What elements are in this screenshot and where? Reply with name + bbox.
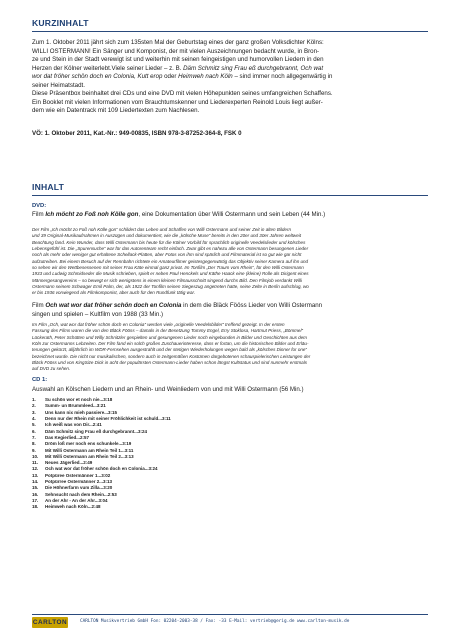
dvd-film-1-description-line: aufzutreiben. Bei einem Besuch auf der Rennbahn richtete ein Amateurfilmer geistesgegenwärtig das Objektiv seiner Kamera auf ihn und xyxy=(32,258,309,264)
dvd-film-1-description-line: Lebensgefühl ist. Die „Spurensuche“ war für das Autorenteam recht einfach. Zwar gibt es nahezu alle von Ostermann besungenen Lieder xyxy=(32,246,309,252)
track-title: Su schön wor et noch nie...3:18 xyxy=(45,397,113,402)
track-title: Och wat wor dat fröher schön doch en Colonia...3:24 xyxy=(45,466,158,472)
track-number: 11. xyxy=(32,460,39,466)
kurzinhalt-line-5 xyxy=(32,73,428,82)
track-title: Summ- un Brummleed...3:21 xyxy=(45,403,106,409)
dvd-film-1-description-line: 1933 und Ludwig Schmidseder die Musik schrieben, spielt er neben Paul Henckels und Käthe Haack eine (kleine) Rolle als Dirigent eines xyxy=(32,271,309,277)
track-number: 10. xyxy=(32,453,39,459)
dvd-film-2-title xyxy=(32,302,428,319)
dvd-label: DVD: xyxy=(32,203,47,209)
kurzinhalt-line-5-oder: oder xyxy=(162,73,179,81)
dvd-film-2-suffix: in dem die Bläck Fööss Lieder von Willi Ostermann xyxy=(181,302,323,309)
kurzinhalt-line-4 xyxy=(32,65,428,74)
dvd-film-2-description-line: Im Film „Och, wat wor dat fröher schön doch en Colonia“ werden viele „originelle Veedelsbilder“ treffend gezeigt. In der ersten xyxy=(32,322,285,327)
track-number: 2. xyxy=(32,403,36,409)
kurzinhalt-heading: KURZINHALT xyxy=(32,18,89,28)
dvd-film-2-description-line: Bläck Fööss und von KingSize Dick in acht der populärsten Ostermann-Lieder haben schon längst Kultstatus und sind nunmehr erstmals xyxy=(32,360,307,366)
track-title: Neues Jägerlied...2:49 xyxy=(45,460,93,466)
dvd-film-2-prefix: Film xyxy=(32,302,46,309)
track-title: Dröm loß mer noch ens schunkele...3:19 xyxy=(45,441,132,447)
cd1-label: CD 1: xyxy=(32,377,48,383)
dvd-film-1-description-line: Der Film „Ich möcht zo Foß noh Kölle gon“ schildert das Leben und Schaffen von Willi Ostermann und seiner Zeit in alten Bildern xyxy=(32,227,292,232)
dvd-film-2-name: Och wat wor dat fröher schön doch en Colonia xyxy=(45,302,182,309)
track-number: 6. xyxy=(32,428,36,434)
dvd-film-1-title xyxy=(32,211,428,220)
track-title: Die Höhnerfarm vum Zilla...3:20 xyxy=(45,485,113,491)
track-title: Heimweh nach Köln...2:48 xyxy=(45,504,101,510)
kurzinhalt-line-5-title-a: wor dat fröher schön doch en Colonia, Kutt erop xyxy=(32,73,163,81)
cd1-description: Auswahl an Kölschen Liedern und an Rhein- und Weinliedern von und mit Willi Ostermann (56 Min.) xyxy=(32,386,304,393)
track-number: 15. xyxy=(32,485,39,491)
track-number: 7. xyxy=(32,434,36,440)
dvd-film-2-description-line: Köln zur Ostermanns Lebzeiten. Der Film fand ein solch großes Zuschauerinteresse, dass er fortan, um die historischen Bilder und Erläu- xyxy=(32,341,309,347)
track-title: An der Ahr - An der Ahr...3:04 xyxy=(45,498,108,503)
track-number: 13. xyxy=(32,472,39,478)
dvd-film-1-prefix: Film xyxy=(32,211,46,218)
kurzinhalt-line-2: WILLI OSTERMANN! Ein Sänger und Komponist, der mit vielen Auszeichnungen bedacht wurde, in Bron- xyxy=(32,47,320,55)
kurzinhalt-line-3: ze und Stein in der Stadt verewigt ist und weiterhin mit seinen feingeistigen und humorvollen Liedern in den xyxy=(32,56,324,64)
dvd-film-1-description-line: er bis 1936 vorwiegend als Filmkomponist, aber auch für den Rundfunk tätig war. xyxy=(32,290,196,296)
kurzinhalt-line-5-rest: – sind immer noch allgegenwärtig in xyxy=(232,73,333,81)
kurzinhalt-line-4-titles: Däm Schmitz sing Frau eß durchgebrannt, Och wat xyxy=(183,64,324,72)
dvd-film-2-line-1 xyxy=(32,302,428,311)
carlton-logo-text: CARLTON xyxy=(32,619,68,626)
track-number: 14. xyxy=(32,479,39,485)
track-title: Ich weiß was von Dir...2:41 xyxy=(45,422,102,428)
track-title: Potpürree Ostermänner 2...3:13 xyxy=(45,479,113,485)
track-title: Sehnsucht nach dem Rhein...2:53 xyxy=(45,491,117,497)
track-number: 16. xyxy=(32,491,39,497)
track-title: Denn nur der Rhein mit seiner Fröhlichkeit ist schuld...3:11 xyxy=(45,415,171,421)
kurzinhalt-line-4-text: Herzen der Kölner weiterlebt.Viele seiner Lieder – z. B. xyxy=(32,64,184,72)
dvd-film-1-description xyxy=(32,227,428,297)
dvd-film-1-description-line: Männergesangvereins – so bewegt er sich wenigstens in einem kleinen Filmausschnitt singend durchs Bild. Den Filmjob verdankt Willi xyxy=(32,277,302,283)
dvd-film-2-description xyxy=(32,322,428,373)
carlton-logo xyxy=(32,617,68,628)
track-number: 4. xyxy=(32,415,36,421)
kurzinhalt-line-7: Diese Präsentbox beinhaltet drei CDs und eine DVD mit vielen Höhepunkten seines umfangreichen Schaffens. xyxy=(32,90,333,98)
kurzinhalt-paragraph xyxy=(32,39,428,116)
track-number: 1. xyxy=(32,397,36,402)
track-title: Mit Willi Ostermann am Rhein Teil 2...3:13 xyxy=(45,453,134,459)
track-row xyxy=(32,504,332,510)
dvd-film-2-description-line: Lückerath, Peter Schütten und Willy Schnitzler gespielten und gesungenen Lieder noch eingebunden in Bilder und Geschichten aus dem xyxy=(32,334,307,340)
footer-rule xyxy=(32,614,428,615)
kurzinhalt-line-9: dem wie ein Datentrack mit 109 Liedertexten zum Nachlesen. xyxy=(32,107,200,115)
dvd-film-1-description-line: Beachtung fand. Kein Wunder, dass Willi Ostermann bis heute für die Kölner Vorbild für sprachlich originelle Veedelslieder und kölsches xyxy=(32,239,306,245)
kurzinhalt-line-6: seiner Heimatstadt. xyxy=(32,81,85,89)
track-number: 17. xyxy=(32,498,39,503)
dvd-film-1-description-line: noch als mehr oder weniger gut erhaltene Schellack-Platten, aber Fotos von ihm sind spärlich und Filmmaterial ist so gut wie gar nicht xyxy=(32,252,302,258)
cd1-tracklist xyxy=(32,397,332,511)
track-title: Das Kegierlied...2:57 xyxy=(45,434,90,440)
release-info: VÖ: 1. Oktober 2011, Kat.-Nr.: 949-00835, ISBN 978-3-87252-364-8, FSK 0 xyxy=(32,130,242,137)
dvd-film-2-description-line: terungen gekürzt, alljährlich im WDR-Fernsehen ausgestrahlt und der stetigen Wiederholungen wegen bald als „kölsches Dinner for one“ xyxy=(32,347,307,353)
track-number: 3. xyxy=(32,409,36,415)
dvd-film-1-description-line: Ostermann seinem Schwager Emil Palm, der, als 1922 der Tonfilm seinen Siegeszug angetreten hatte, seine Zelte in Berlin aufschlug, wo xyxy=(32,284,309,290)
dvd-film-1-description-line: so sehen wir den Wettbesessenen mit seiner Frau Käte einmal ganz privat. Im Tonfilm „Der Traum vom Rhein“, für den Willi Ostermann xyxy=(32,265,304,271)
kurzinhalt-line-1: Zum 1. Oktober 2011 jährt sich zum 135sten Mal der Geburtstag eines der ganz großen Volksdichter Kölns: xyxy=(32,39,324,46)
inhalt-heading: INHALT xyxy=(32,182,65,192)
dvd-film-1-suffix: , eine Dokumentation über Willi Ostermann und sein Leben (44 Min.) xyxy=(138,211,326,218)
track-title: Uns kann nix mieh passiere...3:15 xyxy=(45,409,118,415)
track-title: Mit Willi Ostermann am Rhein Teil 1...3:11 xyxy=(45,447,134,453)
dvd-film-1-name: Ich möcht zo Foß noh Kölle gon xyxy=(45,211,139,218)
track-number: 8. xyxy=(32,441,36,447)
track-number: 18. xyxy=(32,504,39,510)
dvd-film-2-line-2: singen und spielen – Kultfilm von 1988 (33 Min.) xyxy=(32,310,164,318)
kurzinhalt-rule xyxy=(32,31,428,32)
track-number: 12. xyxy=(32,466,39,472)
footer-contact: CARLTON Musikvertrieb GmbH Fon: 02204-2003-38 / Fax: -33 E-Mail: vertrieb@gerig.de www.carlton-musik.de xyxy=(80,619,350,624)
kurzinhalt-line-5-title-b: Heimweh nach Köln xyxy=(178,73,233,81)
kurzinhalt-line-8: Ein Booklet mit vielen Informationen vom Brauchtumskenner und Liederexperten Reinold Louis liegt außer- xyxy=(32,98,323,106)
dvd-film-1-description-line: und 39 Original-Musikaufnahmen in Auszügen und dokumentiert, wie die „kölsche Muse“ bereits in den 20er und 30er Jahren weltweit xyxy=(32,233,302,239)
track-title: Däm Schmitz sing Frau eß durchgebrannt...3:24 xyxy=(45,428,148,434)
dvd-film-2-description-line: Fassung des Films waren die von den Bläck Fööss – damals in der Besetzung Tommy Engel, Erry Stoklosa, Hartmut Priess, „Bömmel“ xyxy=(32,328,303,334)
inhalt-rule xyxy=(32,195,428,196)
dvd-film-2-description-line: bezeichnet wurde. Die nicht nur musikalischen, sondern auch in zeitgemäßen Kostümen dargebotenen schauspielerischen Leistungen der xyxy=(32,353,311,359)
track-number: 5. xyxy=(32,422,36,428)
track-title: Potpüree Ostermänner 1...3:02 xyxy=(45,472,111,478)
dvd-film-2-description-line: auf DVD zu sehen. xyxy=(32,366,71,372)
track-number: 9. xyxy=(32,447,36,453)
